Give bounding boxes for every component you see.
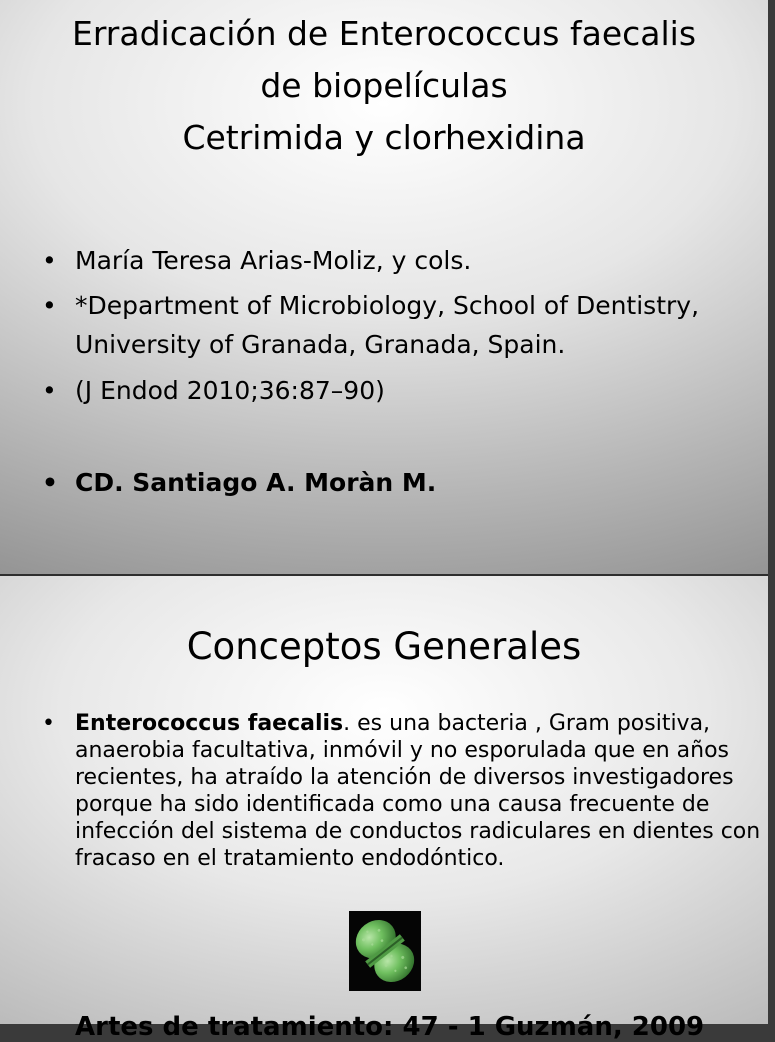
slide-2-title: Conceptos Generales <box>186 625 582 668</box>
concept-bullet <box>42 710 765 872</box>
slide-2 <box>0 576 768 1042</box>
concept-term: Enterococcus faecalis <box>75 711 344 736</box>
affiliation-text: *Department of Microbiology, School of Dentistry, University of Granada, Granada, Spain. <box>75 291 700 359</box>
bullet-dot: • <box>42 291 57 320</box>
citation-text: (J Endod 2010;36:87–90) <box>75 376 385 405</box>
title-line-1: Erradicación de Enterococcus faecalis <box>71 14 697 53</box>
bullet-dot: • <box>42 376 57 405</box>
affiliation-bullet <box>42 286 775 364</box>
title-line-2: de biopelículas <box>260 66 508 105</box>
bullet-dot: • <box>42 711 55 736</box>
citation-bullet <box>42 371 385 410</box>
slide-1-title <box>0 8 768 164</box>
presenter-text: CD. Santiago A. Moràn M. <box>75 468 437 497</box>
enterococcus-micrograph-image <box>349 911 421 991</box>
bacteria-icon <box>349 911 421 991</box>
presenter-bullet <box>42 463 436 502</box>
cutoff-text: Artes de tratamiento: 47 - 1 Guzmán, 2009 <box>75 1012 705 1042</box>
title-line-3: Cetrimida y clorhexidina <box>182 118 586 157</box>
bullet-dot: • <box>42 246 57 275</box>
concept-text: . es una bacteria , Gram positiva, anaerobia facultativa, inmóvil y no esporulada que en años recientes, ha atraído la atención de diversos investigadores porque ha sido identificada como una causa frecuente de infección del sistema de conductos radiculares en dientes con fracaso en el tratamiento endodóntico. <box>75 711 761 871</box>
author-text: María Teresa Arias-Moliz, y cols. <box>75 246 472 275</box>
author-bullet <box>42 241 471 280</box>
bullet-dot: • <box>42 468 58 497</box>
